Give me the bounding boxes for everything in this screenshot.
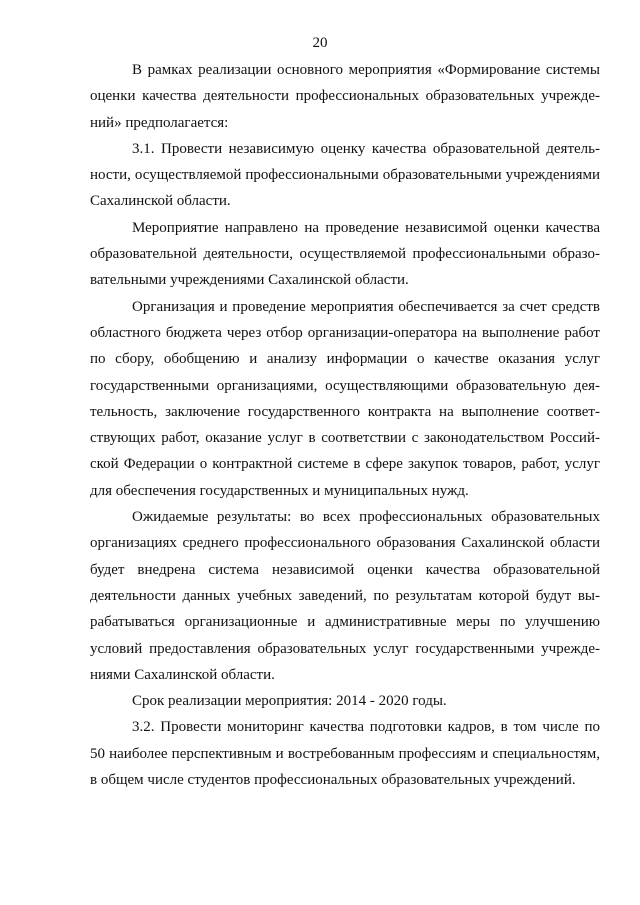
paragraph-3-1: 3.1. Провести независимую оценку качества образовательной деятельности, осуществляемой профессиональными образовательными учреждениями Сахалинской области. xyxy=(90,140,600,210)
paragraph-3-2: 3.2. Провести мониторинг качества подготовки кадров, в том числе по 50 наиболее перспективным и востребованным профессиям и специальностям, в общем числе студентов профессиональных образовательных учреждений. xyxy=(90,719,600,789)
paragraph-intro: В рамках реализации основного мероприятия «Формирование системы оценки качества деятельности профессиональных образовательных учреждений» предполагается: xyxy=(90,62,600,131)
document-body xyxy=(90,57,600,793)
paragraph-expected-results: Ожидаемые результаты: во всех профессиональных образовательных организациях среднего профессионального образования Сахалинской области будет внедрена система независимой оценки качества образовательной деятельности данных учебных заведений, по результатам которой будут вырабатываться организационные и административные меры по улучшению условий предоставления образовательных услуг государственными учреждениями Сахалинской области. xyxy=(90,509,600,683)
page-number: 20 xyxy=(312,35,328,51)
paragraph-organization: Организация и проведение мероприятия обеспечивается за счет средств областного бюджета через отбор организации-оператора на выполнение работ по сбору, обобщению и анализу информации о качестве оказания услуг государственными организациями, осуществляющими образовательную деятельность, заключение государственного контракта на выполнение соответствующих работ, оказание услуг в соответствии с законодательством Российской Федерации о контрактной системе в сфере закупок товаров, работ, услуг для обеспечения государственных и муниципальных нужд. xyxy=(90,298,600,499)
paragraph-term: Срок реализации мероприятия: 2014 - 2020 годы. xyxy=(132,693,447,710)
paragraph-purpose: Мероприятие направлено на проведение независимой оценки качества образовательной деятельности, осуществляемой профессиональными образовательными учреждениями Сахалинской области. xyxy=(90,219,600,289)
